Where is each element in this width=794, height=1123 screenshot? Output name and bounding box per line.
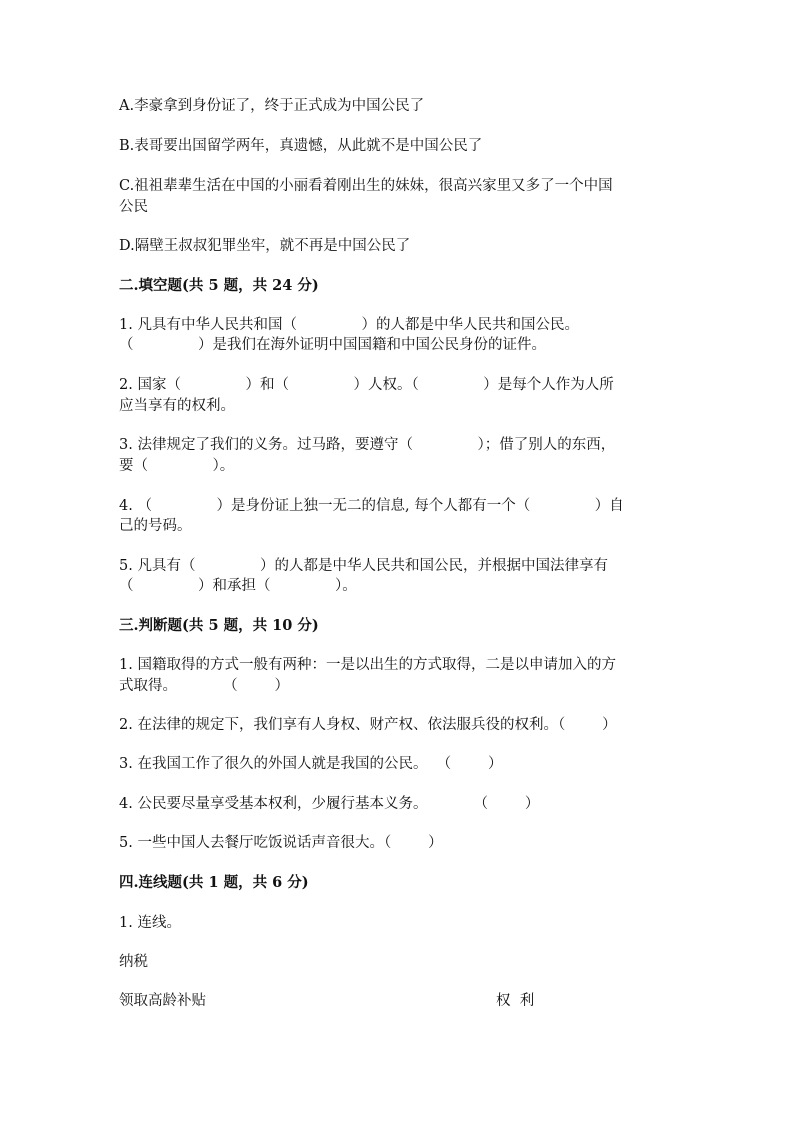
fill-q3-line1: 3. 法律规定了我们的义务。过马路，要遵守（ ）；借了别人的东西， xyxy=(119,437,616,453)
section-3-heading: 三.判断题(共 5 题，共 10 分) xyxy=(119,617,319,634)
fill-q4-line1: 4. （ ）是身份证上独一无二的信息, 每个人都有一个（ ）自 xyxy=(119,498,624,514)
option-d: D.隔壁王叔叔犯罪坐牢，就不再是中国公民了 xyxy=(119,238,411,254)
judge-q5: 5. 一些中国人去餐厅吃饭说话声音很大。（ ） xyxy=(119,835,443,851)
fill-q5-line2: （ ）和承担（ ）。 xyxy=(119,578,357,594)
option-c-line1: C.祖祖辈辈生活在中国的小丽看着刚出生的妹妹，很高兴家里又多了一个中国 xyxy=(119,178,613,194)
section-4-heading: 四.连线题(共 1 题，共 6 分) xyxy=(119,874,309,891)
fill-q1-line1: 1. 凡具有中华人民共和国（ ）的人都是中华人民共和国公民。 xyxy=(119,317,579,333)
option-a: A.李豪拿到身份证了，终于正式成为中国公民了 xyxy=(119,98,425,114)
match-left-item-2: 领取高龄补贴 xyxy=(119,993,206,1009)
fill-q4-line2: 己的号码。 xyxy=(119,518,192,534)
match-left-item-1: 纳税 xyxy=(119,954,148,970)
fill-q5-line1: 5. 凡具有（ ）的人都是中华人民共和国公民，并根据中国法律享有 xyxy=(119,558,608,574)
section-2-heading: 二.填空题(共 5 题，共 24 分) xyxy=(119,277,319,294)
fill-q2-line1: 2. 国家（ ）和（ ）人权。（ ）是每个人作为人所 xyxy=(119,377,614,393)
fill-q1-line2: （ ）是我们在海外证明中国国籍和中国公民身份的证件。 xyxy=(119,337,547,353)
option-b: B.表哥要出国留学两年，真遗憾，从此就不是中国公民了 xyxy=(119,138,483,154)
option-c-line2: 公民 xyxy=(119,199,148,215)
fill-q3-line2: 要（ ）。 xyxy=(119,458,235,474)
fill-q2-line2: 应当享有的权利。 xyxy=(119,398,235,414)
match-right-item-1: 权 利 xyxy=(496,993,535,1009)
judge-q1-line2: 式取得。 （ ） xyxy=(119,678,289,694)
judge-q4: 4. 公民要尽量享受基本权利，少履行基本义务。 （ ） xyxy=(119,796,540,812)
judge-q1-line1: 1. 国籍取得的方式一般有两种：一是以出生的方式取得，二是以申请加入的方 xyxy=(119,657,616,673)
judge-q2: 2. 在法律的规定下，我们享有人身权、财产权、依法服兵役的权利。（ ） xyxy=(119,717,617,733)
match-question: 1. 连线。 xyxy=(119,915,181,931)
judge-q3: 3. 在我国工作了很久的外国人就是我国的公民。 （ ） xyxy=(119,756,503,772)
